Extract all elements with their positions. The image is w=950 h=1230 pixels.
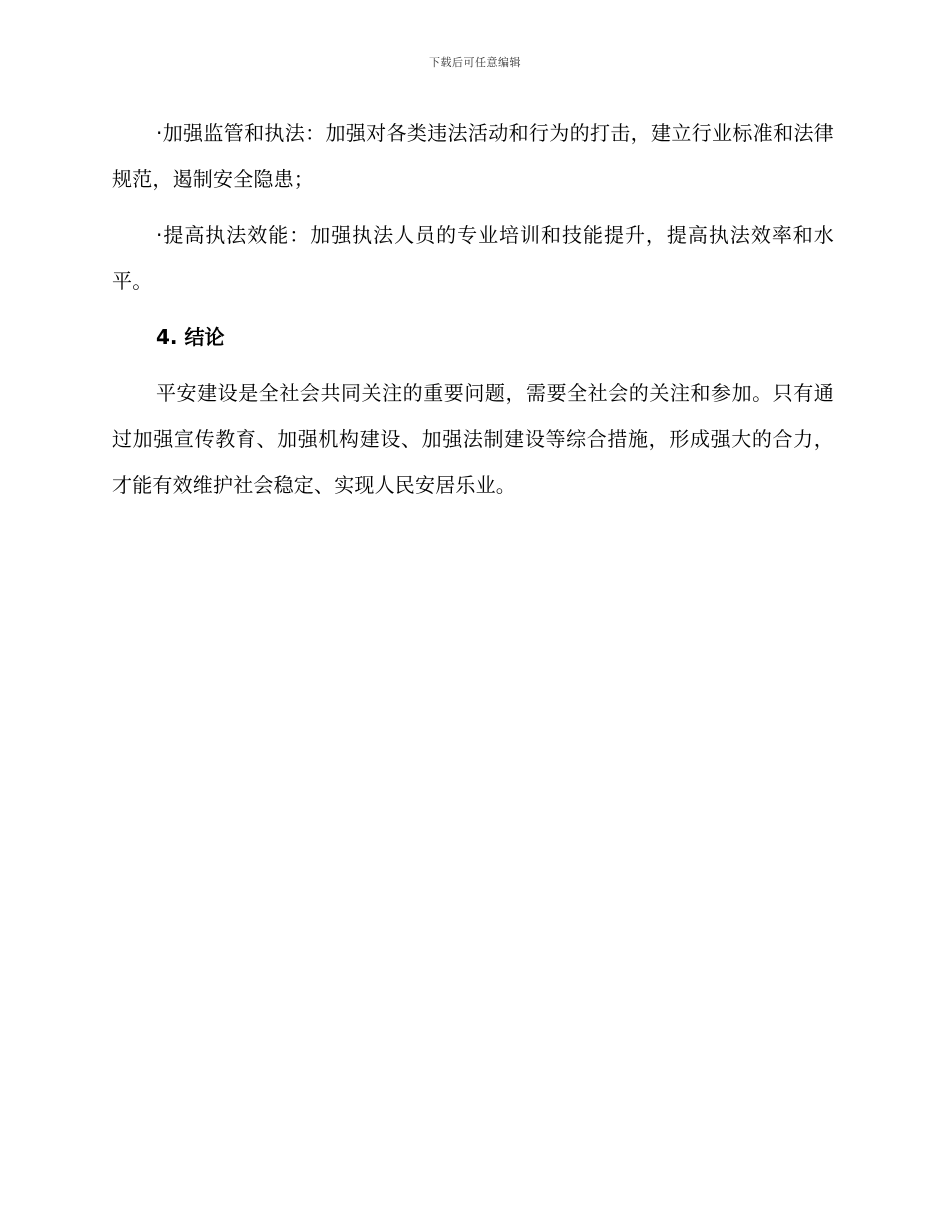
- bullet-paragraph-supervision: ·加强监管和执法：加强对各类违法活动和行为的打击，建立行业标准和法律规范，遏制安全隐患；: [112, 121, 834, 191]
- document-body: [112, 110, 834, 508]
- bullet-paragraph-enforcement: ·提高执法效能：加强执法人员的专业培训和技能提升，提高执法效率和水平。: [112, 223, 834, 293]
- conclusion-paragraph: 平安建设是全社会共同关注的重要问题，需要全社会的关注和参加。只有通过加强宣传教育、加强机构建设、加强法制建设等综合措施，形成强大的合力，才能有效维护社会稳定、实现人民安居乐业。: [112, 381, 834, 497]
- section-heading: 4. 结论: [156, 325, 225, 349]
- page-header: 下载后可任意编辑: [429, 56, 521, 69]
